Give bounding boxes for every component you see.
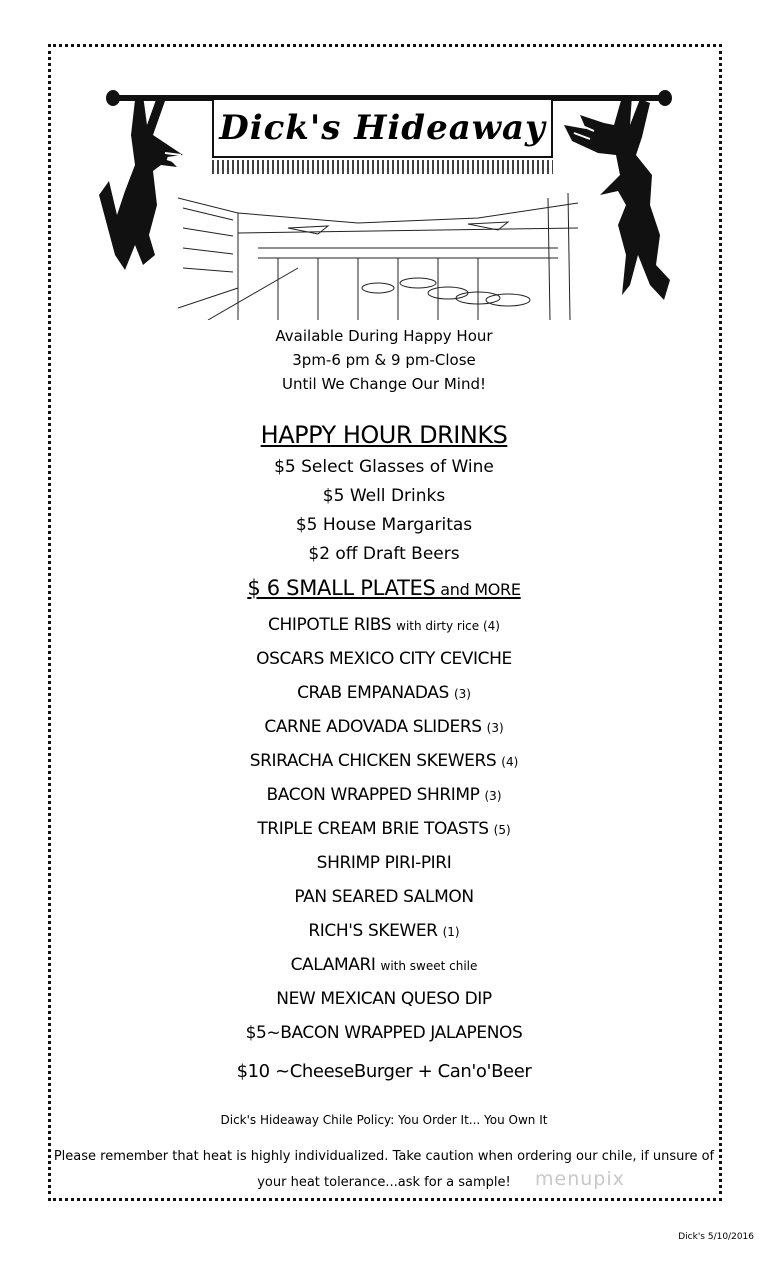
plate-item — [0, 645, 768, 679]
restaurant-interior-sketch — [178, 188, 590, 320]
disclaimer-line: your heat tolerance...ask for a sample! — [257, 1175, 511, 1190]
banner-fringe — [212, 160, 553, 174]
drink-item: $5 Well Drinks — [322, 486, 446, 506]
plate-note: (5) — [493, 823, 511, 837]
plate-item — [0, 849, 768, 883]
plate-item — [0, 781, 768, 815]
drinks-list — [0, 453, 768, 569]
happy-hour-info — [0, 324, 768, 396]
plate-name: SRIRACHA CHICKEN SKEWERS — [249, 751, 497, 771]
drinks-heading: HAPPY HOUR DRINKS — [260, 421, 508, 449]
plate-name: CHIPOTLE RIBS — [268, 615, 392, 635]
plate-item — [0, 1019, 768, 1053]
plate-item — [0, 951, 768, 985]
plates-heading-suffix: and MORE — [435, 580, 521, 599]
plate-item — [0, 713, 768, 747]
watermark: menupix — [535, 1168, 625, 1190]
plate-item — [0, 815, 768, 849]
chile-policy: Dick's Hideaway Chile Policy: You Order It... You Own It — [220, 1113, 548, 1127]
plates-heading-main: $ 6 SMALL PLATES — [247, 576, 436, 600]
plate-item — [0, 985, 768, 1019]
plate-name: RICH'S SKEWER — [308, 921, 438, 941]
plate-item — [0, 917, 768, 951]
info-line: Available During Happy Hour — [275, 327, 493, 345]
plate-name: CARNE ADOVADA SLIDERS — [264, 717, 482, 737]
info-line: 3pm-6 pm & 9 pm-Close — [292, 351, 476, 369]
plate-note: (1) — [442, 925, 460, 939]
plate-note: (3) — [486, 721, 504, 735]
plates-list — [0, 611, 768, 1093]
plate-name: $5~BACON WRAPPED JALAPENOS — [245, 1023, 523, 1043]
plate-name: BACON WRAPPED SHRIMP — [266, 785, 480, 805]
plate-note: with dirty rice (4) — [396, 619, 500, 633]
title-banner — [212, 98, 553, 158]
plate-name: NEW MEXICAN QUESO DIP — [276, 989, 492, 1009]
drink-item: $2 off Draft Beers — [308, 544, 460, 564]
plate-item — [0, 747, 768, 781]
plate-item — [0, 883, 768, 917]
drink-item: $5 House Margaritas — [295, 515, 473, 535]
plate-name: OSCARS MEXICO CITY CEVICHE — [256, 649, 512, 669]
plate-note: with sweet chile — [380, 959, 478, 973]
footer-date: Dick's 5/10/2016 — [678, 1232, 754, 1242]
plate-item — [0, 679, 768, 713]
drink-item: $5 Select Glasses of Wine — [274, 457, 494, 477]
plate-note: (4) — [501, 755, 519, 769]
plate-note: (3) — [484, 789, 502, 803]
plate-item-final: $10 ~CheeseBurger + Can'o'Beer — [236, 1061, 532, 1082]
plate-name: SHRIMP PIRI-PIRI — [316, 853, 452, 873]
disclaimer-line: Please remember that heat is highly individualized. Take caution when ordering our chile, if unsure of — [53, 1149, 715, 1164]
plate-name: CRAB EMPANADAS — [297, 683, 449, 703]
heat-disclaimer — [0, 1144, 768, 1196]
plates-heading — [0, 576, 768, 600]
info-line: Until We Change Our Mind! — [281, 375, 487, 393]
plate-name: CALAMARI — [290, 955, 376, 975]
plate-item — [0, 611, 768, 645]
plate-name: PAN SEARED SALMON — [294, 887, 474, 907]
plate-name: TRIPLE CREAM BRIE TOASTS — [257, 819, 489, 839]
restaurant-title: Dick's Hideaway — [219, 108, 546, 148]
plate-note: (3) — [453, 687, 471, 701]
